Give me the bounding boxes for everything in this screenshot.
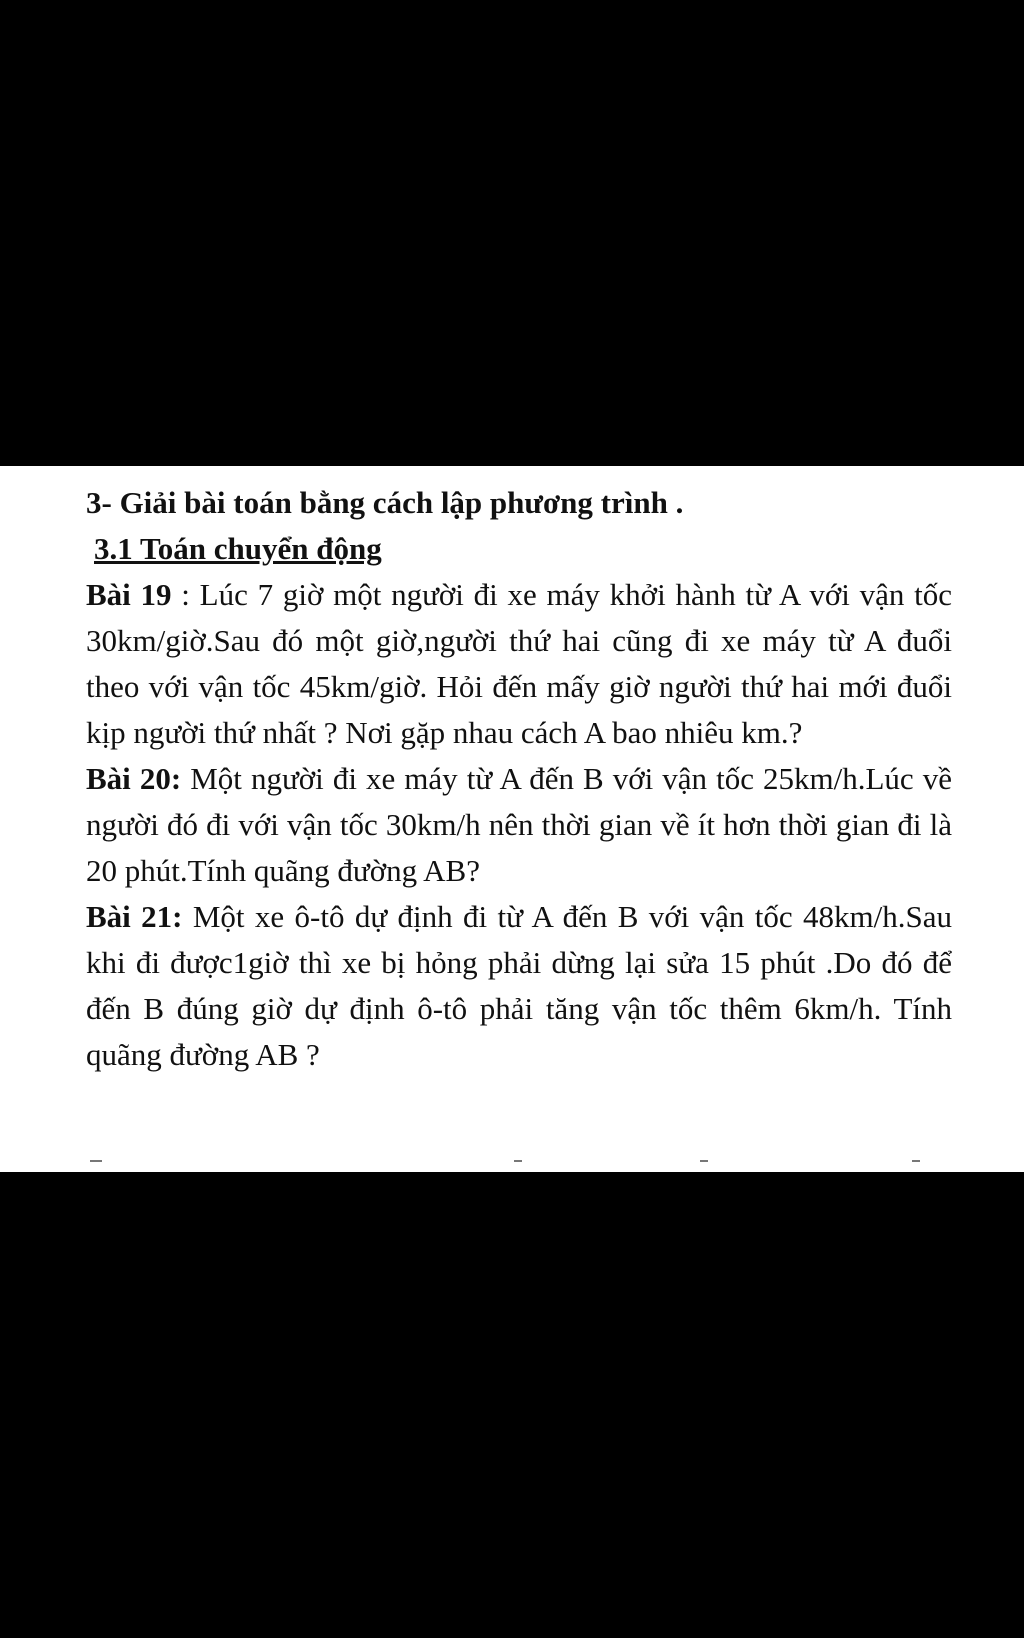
problem-19: [86, 572, 952, 756]
problem-text: Lúc 7 giờ một người đi xe máy khởi hành từ A với vận tốc 30km/giờ.Sau đó một giờ,người thứ hai cũng đi xe máy từ A đuổi theo với vận tốc 45km/giờ. Hỏi đến mấy giờ người thứ hai mới đuổi kịp người thứ nhất ? Nơi gặp nhau cách A bao nhiêu km.?: [86, 577, 952, 750]
problem-label: Bài 21:: [86, 899, 183, 934]
document-content: [86, 480, 952, 1078]
problem-label: Bài 19: [86, 577, 172, 612]
document-page: [0, 466, 1024, 1172]
problem-label: Bài 20:: [86, 761, 182, 796]
problem-separator: [182, 899, 192, 934]
problem-text: Một xe ô-tô dự định đi từ A đến B với vận tốc 48km/h.Sau khi đi được1giờ thì xe bị hỏng phải dừng lại sửa 15 phút .Do đó để đến B đúng giờ dự định ô-tô phải tăng vận tốc thêm 6km/h. Tính quãng đường AB ?: [86, 899, 952, 1072]
problem-separator: [181, 761, 190, 796]
problem-20: [86, 756, 952, 894]
cropped-next-line: [0, 1156, 1024, 1172]
subsection-heading: 3.1 Toán chuyển động: [94, 531, 382, 566]
problem-text: Một người đi xe máy từ A đến B với vận tốc 25km/h.Lúc về người đó đi với vận tốc 30km/h nên thời gian về ít hơn thời gian đi là 20 phút.Tính quãng đường AB?: [86, 761, 952, 888]
section-heading: 3- Giải bài toán bằng cách lập phương trình .: [86, 485, 684, 520]
problem-21: [86, 894, 952, 1078]
problem-separator: :: [171, 577, 200, 612]
